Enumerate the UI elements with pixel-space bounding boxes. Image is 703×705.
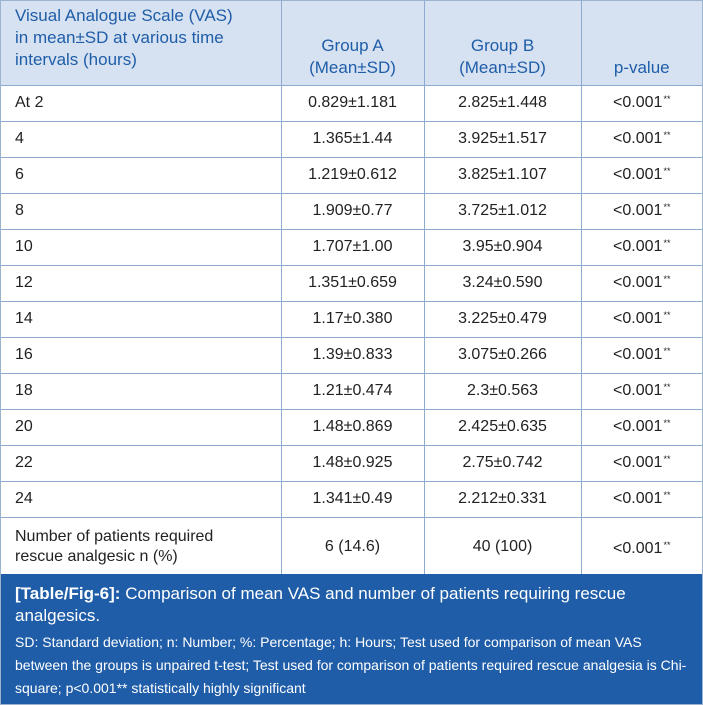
caption-notes <box>15 631 688 700</box>
significance-marker: ** <box>663 94 671 104</box>
caption-notes-significance: ** <box>116 680 128 696</box>
significance-marker: ** <box>663 540 671 550</box>
cell-p-value: <0.001** <box>581 193 702 229</box>
cell-group-a: 1.17±0.380 <box>281 301 424 337</box>
cell-p-value: <0.001** <box>581 445 702 481</box>
significance-marker: ** <box>663 382 671 392</box>
header-group-b: Group B (Mean±SD) <box>424 1 581 85</box>
cell-rescue-label: Number of patients required rescue analgesic n (%) <box>1 517 281 577</box>
cell-p-value: <0.001** <box>581 373 702 409</box>
cell-p-value: <0.001** <box>581 409 702 445</box>
cell-group-a: 6 (14.6) <box>281 517 424 577</box>
table-row <box>1 85 702 121</box>
cell-group-a: 1.48±0.869 <box>281 409 424 445</box>
cell-group-b: 3.24±0.590 <box>424 265 581 301</box>
cell-group-a: 1.707±1.00 <box>281 229 424 265</box>
cell-p-value: <0.001** <box>581 121 702 157</box>
cell-p-value: <0.001** <box>581 85 702 121</box>
cell-group-a: 1.48±0.925 <box>281 445 424 481</box>
cell-group-b: 2.3±0.563 <box>424 373 581 409</box>
significance-marker: ** <box>663 310 671 320</box>
cell-p-value: <0.001** <box>581 337 702 373</box>
cell-p-value: <0.001** <box>581 229 702 265</box>
cell-group-b: 3.95±0.904 <box>424 229 581 265</box>
cell-group-a: 1.39±0.833 <box>281 337 424 373</box>
header-p-value: p-value <box>581 1 702 85</box>
table-row <box>1 373 702 409</box>
cell-time: 20 <box>1 409 281 445</box>
cell-p-value: <0.001** <box>581 517 702 577</box>
cell-p-value: <0.001** <box>581 301 702 337</box>
significance-marker: ** <box>663 166 671 176</box>
caption-label: [Table/Fig-6]: <box>15 584 121 603</box>
caption-title <box>15 583 688 627</box>
cell-time: 24 <box>1 481 281 517</box>
table-row <box>1 265 702 301</box>
cell-group-b: 3.225±0.479 <box>424 301 581 337</box>
cell-p-value: <0.001** <box>581 157 702 193</box>
table-row <box>1 301 702 337</box>
cell-group-a: 1.351±0.659 <box>281 265 424 301</box>
cell-time: At 2 <box>1 85 281 121</box>
table-row <box>1 409 702 445</box>
cell-group-b: 3.825±1.107 <box>424 157 581 193</box>
caption-notes-tail: statistically highly significant <box>127 680 306 696</box>
cell-group-b: 3.925±1.517 <box>424 121 581 157</box>
table-row <box>1 481 702 517</box>
table-row <box>1 157 702 193</box>
header-group-a: Group A (Mean±SD) <box>281 1 424 85</box>
significance-marker: ** <box>663 490 671 500</box>
significance-marker: ** <box>663 454 671 464</box>
significance-marker: ** <box>663 346 671 356</box>
cell-group-a: 1.365±1.44 <box>281 121 424 157</box>
cell-group-a: 0.829±1.181 <box>281 85 424 121</box>
significance-marker: ** <box>663 274 671 284</box>
vas-table <box>1 1 702 578</box>
cell-group-b: 40 (100) <box>424 517 581 577</box>
cell-time: 14 <box>1 301 281 337</box>
table-row <box>1 229 702 265</box>
cell-time: 10 <box>1 229 281 265</box>
cell-time: 12 <box>1 265 281 301</box>
cell-group-b: 2.825±1.448 <box>424 85 581 121</box>
cell-group-a: 1.21±0.474 <box>281 373 424 409</box>
cell-time: 6 <box>1 157 281 193</box>
table-row <box>1 193 702 229</box>
cell-group-a: 1.341±0.49 <box>281 481 424 517</box>
significance-marker: ** <box>663 202 671 212</box>
cell-p-value: <0.001** <box>581 481 702 517</box>
significance-marker: ** <box>663 238 671 248</box>
table-row <box>1 121 702 157</box>
rescue-analgesic-row <box>1 517 702 577</box>
cell-time: 4 <box>1 121 281 157</box>
cell-group-a: 1.909±0.77 <box>281 193 424 229</box>
cell-group-b: 3.725±1.012 <box>424 193 581 229</box>
cell-group-b: 2.75±0.742 <box>424 445 581 481</box>
table-body <box>1 85 702 577</box>
cell-time: 18 <box>1 373 281 409</box>
cell-time: 16 <box>1 337 281 373</box>
table-header-row <box>1 1 702 85</box>
significance-marker: ** <box>663 418 671 428</box>
table-row <box>1 337 702 373</box>
cell-group-b: 2.425±0.635 <box>424 409 581 445</box>
table-row <box>1 445 702 481</box>
caption-title-text: Comparison of mean VAS and number of patients requiring rescue analgesics. <box>15 584 626 625</box>
cell-time: 8 <box>1 193 281 229</box>
cell-group-a: 1.219±0.612 <box>281 157 424 193</box>
cell-p-value: <0.001** <box>581 265 702 301</box>
cell-group-b: 3.075±0.266 <box>424 337 581 373</box>
figure-caption <box>1 574 702 704</box>
significance-marker: ** <box>663 130 671 140</box>
cell-time: 22 <box>1 445 281 481</box>
cell-group-b: 2.212±0.331 <box>424 481 581 517</box>
caption-notes-text: SD: Standard deviation; n: Number; %: Percentage; h: Hours; Test used for comparison of mean VAS between the groups is unpaired t-test; Test used for comparison of patients required rescue analgesia is Chi-square; p<0.001 <box>15 634 687 696</box>
header-time-interval: Visual Analogue Scale (VAS) in mean±SD at various time intervals (hours) <box>1 1 281 85</box>
